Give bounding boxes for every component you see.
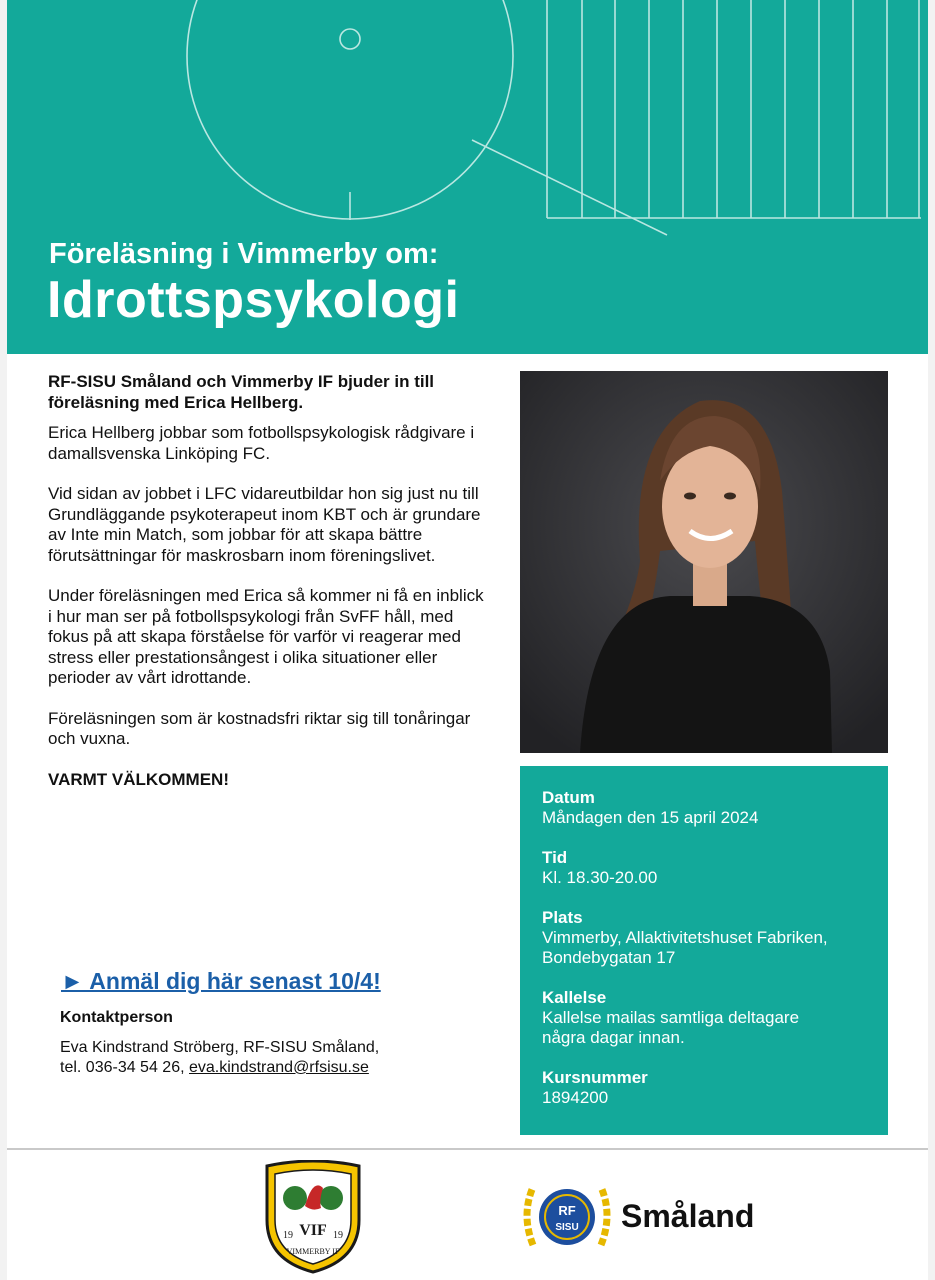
info-label: Plats	[542, 908, 583, 927]
info-label: Kursnummer	[542, 1068, 648, 1087]
intro-paragraph: RF-SISU Småland och Vimmerby IF bjuder in till föreläsning med Erica Hellberg.	[48, 372, 435, 412]
vif-name: VIMMERBY IF	[286, 1247, 340, 1256]
paragraph-3: Under föreläsningen med Erica så kommer ni få en inblick i hur man ser på fotbollspsykologi från SvFF håll, med fokus på att skapa förståelse för varför vi reagerar med stress eller prestationsångest i olika situationer eller perioder av vårt idrottande.	[48, 586, 484, 687]
speaker-photo	[520, 371, 888, 753]
hero-title: Idrottspsykologi	[47, 271, 460, 329]
paragraph-2: Vid sidan av jobbet i LFC vidareutbildar hon sig just nu till Grundläggande psykoterapeut inom KBT och är grundare av Inte min Match, som jobbar för att skapa bättre förutsättningar för maskrosbarn inom föreningslivet.	[48, 484, 481, 565]
info-label: Tid	[542, 848, 568, 867]
info-value: Kl. 18.30-20.00	[542, 868, 658, 887]
contact-heading: Kontaktperson	[60, 1009, 173, 1026]
contact-name: Eva Kindstrand Ströberg, RF-SISU Småland,	[60, 1039, 380, 1056]
smaland-wordmark: Småland	[621, 1198, 755, 1234]
info-datum	[542, 788, 868, 828]
body-text	[48, 372, 488, 810]
info-kallelse	[542, 988, 868, 1048]
info-label: Datum	[542, 788, 595, 807]
hero-banner	[7, 0, 928, 354]
event-info-box	[520, 766, 888, 1135]
poster-page	[7, 0, 928, 1280]
contact-phone: tel. 036-34 54 26,	[60, 1059, 185, 1076]
hero-subtitle: Föreläsning i Vimmerby om:	[49, 238, 439, 270]
sisu-text: SISU	[555, 1222, 579, 1233]
info-kursnummer	[542, 1068, 868, 1108]
rf-text: RF	[558, 1203, 576, 1218]
info-label: Kallelse	[542, 988, 607, 1007]
info-plats	[542, 908, 868, 968]
paragraph-1: Erica Hellberg jobbar som fotbollspsykologisk rådgivare i damallsvenska Linköping FC.	[48, 423, 475, 463]
info-tid	[542, 848, 868, 888]
welcome-text: VARMT VÄLKOMMEN!	[48, 769, 229, 789]
signup-link[interactable]: ► Anmäl dig här senast 10/4!	[61, 968, 381, 994]
info-value: Måndagen den 15 april 2024	[542, 808, 759, 827]
footer-divider	[7, 1148, 928, 1150]
rf-sisu-logo	[519, 1175, 615, 1261]
info-value: 1894200	[542, 1088, 609, 1107]
info-value-line2: Bondebygatan 17	[542, 948, 676, 967]
paragraph-4: Föreläsningen som är kostnadsfri riktar sig till tonåringar och vuxna.	[48, 708, 471, 748]
speaker-portrait-illustration	[520, 371, 888, 753]
info-value-line2: några dagar innan.	[542, 1028, 685, 1047]
info-value: Vimmerby, Allaktivitetshuset Fabriken,	[542, 928, 828, 947]
info-value: Kallelse mailas samtliga deltagare	[542, 1008, 800, 1027]
vif-year-left: 19	[283, 1230, 293, 1241]
contact-email-link[interactable]: eva.kindstrand@rfsisu.se	[189, 1059, 369, 1076]
vif-year-right: 19	[333, 1230, 343, 1241]
contact-details	[60, 1059, 369, 1077]
vimmerby-if-logo	[261, 1160, 365, 1274]
vif-letters: VIF	[299, 1222, 327, 1239]
